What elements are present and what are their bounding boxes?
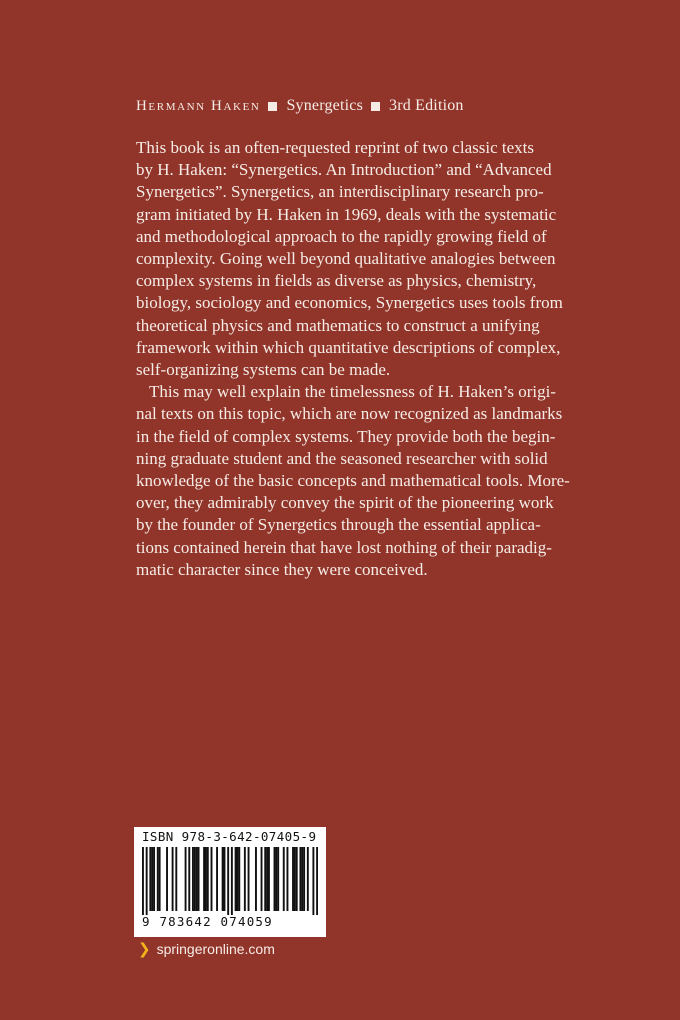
barcode-bar (264, 847, 266, 911)
blurb-text (136, 137, 570, 581)
blurb-line: knowledge of the basic concepts and mathematical tools. More- (136, 471, 570, 491)
blurb-line: gram initiated by H. Haken in 1969, deals with the systematic (136, 204, 557, 224)
barcode-bar (277, 847, 279, 911)
barcode-bar (172, 847, 174, 911)
blurb-line: nal texts on this topic, which are now recognized as landmarks (136, 404, 563, 424)
barcode-bar (159, 847, 161, 911)
barcode-panel (134, 827, 326, 937)
blurb-line: biology, sociology and economics, Synergetics uses tools from (136, 293, 563, 313)
barcode-bar (268, 847, 270, 911)
barcode-bar (149, 847, 151, 911)
square-bullet-icon (268, 102, 277, 111)
barcode-bar (294, 847, 296, 911)
barcode-bar (274, 847, 276, 911)
barcode-bar (153, 847, 155, 911)
barcode-bar (244, 847, 246, 911)
blurb-line: Synergetics”. Synergetics, an interdisciplinary research pro- (136, 182, 544, 202)
barcode-bar (266, 847, 268, 911)
barcode-bar (248, 847, 250, 911)
barcode-bar (238, 847, 240, 911)
barcode-bar (236, 847, 238, 911)
barcode-bar (303, 847, 305, 911)
blurb-line: by H. Haken: “Synergetics. An Introduction” and “Advanced (136, 160, 552, 180)
barcode-bar (307, 847, 309, 911)
blurb-line: ning graduate student and the seasoned researcher with solid (136, 448, 548, 468)
barcode-bar (287, 847, 289, 911)
ean-barcode (142, 847, 318, 915)
barcode-bar (261, 847, 263, 911)
chevron-right-icon: ❯ (138, 941, 151, 958)
barcode-bar (227, 847, 229, 915)
website-url: springeronline.com (156, 941, 275, 957)
blurb-line: complex systems in fields as diverse as physics, chemistry, (136, 271, 537, 291)
blurb-line: and methodological approach to the rapidly growing field of (136, 226, 547, 246)
blurb-line: theoretical physics and mathematics to construct a unifying (136, 315, 540, 335)
blurb-line: complexity. Going well beyond qualitative analogies between (136, 249, 556, 269)
barcode-bar (275, 847, 277, 911)
barcode-bar (192, 847, 194, 911)
book-title: Synergetics (286, 97, 363, 114)
barcode-bar (175, 847, 177, 911)
barcode-bar (211, 847, 213, 911)
barcode-bar (166, 847, 168, 911)
barcode-bar (299, 847, 301, 911)
ean-digits: 9 783642 074059 (142, 914, 273, 929)
barcode-bar (151, 847, 153, 911)
barcode-bar (216, 847, 218, 911)
blurb-line: self-organizing systems can be made. (136, 360, 391, 380)
barcode-bar (146, 847, 148, 915)
cover-header (136, 97, 464, 115)
barcode-bar (235, 847, 237, 911)
blurb-line: framework within which quantitative descriptions of complex, (136, 337, 561, 357)
blurb-line: matic character since they were conceived. (136, 559, 428, 579)
barcode-bar (222, 847, 224, 911)
barcode-bar (283, 847, 285, 911)
barcode-bar (194, 847, 196, 911)
book-edition: 3rd Edition (389, 97, 464, 114)
blurb-line: This may well explain the timelessness of H. Haken’s origi- (149, 382, 556, 402)
barcode-bar (296, 847, 298, 911)
barcode-bar (292, 847, 294, 911)
author-name: Hermann Haken (136, 97, 261, 114)
barcode-bar (312, 847, 314, 915)
barcode-bar (188, 847, 190, 911)
barcode-bar (198, 847, 200, 911)
barcode-bar (255, 847, 257, 911)
barcode-bar (224, 847, 226, 911)
barcode-bar (301, 847, 303, 911)
barcode-bar (316, 847, 318, 915)
barcode-bar (205, 847, 207, 911)
barcode-bar (203, 847, 205, 911)
blurb-line: in the field of complex systems. They provide both the begin- (136, 426, 556, 446)
barcode-bar (196, 847, 198, 911)
blurb-line: This book is an often-requested reprint of two classic texts (136, 138, 534, 157)
barcode-bar (207, 847, 209, 911)
isbn-label: ISBN 978-3-642-07405-9 (142, 829, 317, 844)
barcode-bar (231, 847, 233, 915)
barcode-bar (157, 847, 159, 911)
website-link[interactable] (138, 940, 275, 958)
square-bullet-icon (371, 102, 380, 111)
blurb-line: tions contained herein that have lost nothing of their paradig- (136, 537, 552, 557)
blurb-line: over, they admirably convey the spirit of the pioneering work (136, 493, 554, 513)
barcode-bar (142, 847, 144, 915)
blurb-line: by the founder of Synergetics through the essential applica- (136, 515, 541, 535)
barcode-bar (185, 847, 187, 911)
